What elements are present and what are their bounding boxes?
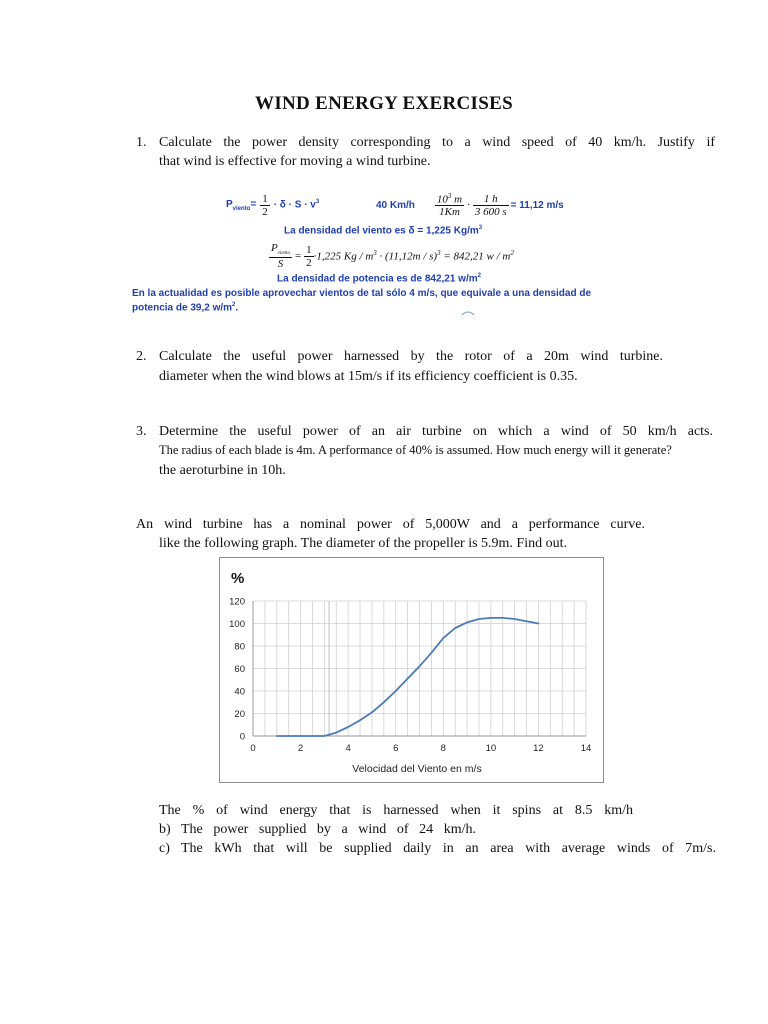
chart-title: % [231, 570, 245, 587]
exercise-2-line-2: diameter when the wind blows at 15m/s if its efficiency coefficient is 0.35. [159, 369, 578, 384]
exercise-2-line-1: Calculate the useful power harnessed by the rotor of a 20m wind turbine. [159, 349, 663, 364]
performance-chart [219, 557, 604, 783]
x-tick-label: 12 [533, 743, 544, 754]
air-density: La densidad del viento es δ = 1,225 $Kg/m^3$ [284, 225, 483, 237]
y-tick-label: 20 [234, 709, 245, 720]
note-line-1: En la actualidad es posible aprovechar vientos de tal sólo 4 m/s, que equivale a una densidad de [132, 288, 592, 299]
x-tick-label: 8 [440, 743, 446, 754]
question-a: The % of wind energy that is harnessed when it spins at 8.5 km/h [159, 803, 633, 818]
exercise-2-number: 2. [136, 349, 147, 364]
exercise-1-line-1: Calculate the power density corresponding to a wind speed of 40 km/h. Justify if [159, 135, 715, 150]
y-tick-label: 120 [229, 596, 245, 608]
y-tick-label: 60 [234, 664, 245, 675]
exercise-4-line-2: like the following graph. The diameter of the propeller is 5.9m. Find out. [159, 536, 567, 551]
exercise-3-line-1: Determine the useful power of an air turbine on which a wind of 50 km/h acts. [159, 424, 713, 439]
chart-grid [253, 601, 586, 736]
x-tick-label: 2 [297, 743, 304, 754]
question-b-label: b) [159, 822, 171, 837]
power-formula: $P_{viento}=$ $\frac{1}{2}$ · $\delta \cdot S \cdot v^3$ [226, 192, 320, 218]
power-density-result: La densidad de potencia es de 842,21 $w/m^2$ [277, 273, 481, 285]
y-tick-label: 40 [234, 686, 245, 698]
x-tick-label: 0 [250, 743, 256, 754]
exercise-4-line-1: An wind turbine has a nominal power of 5,000W and a performance curve. [136, 517, 645, 532]
performance-chart-svg [220, 558, 603, 782]
question-b: The power supplied by a wind of 24 km/h. [181, 822, 476, 837]
exercise-1-number: 1. [136, 135, 147, 150]
note-line-2: potencia de 39,2 $w/m^2$. [132, 302, 239, 314]
question-c: The kWh that will be supplied daily in an area with average winds of 7m/s. [181, 841, 716, 856]
exercise-1-line-2: that wind is effective for moving a wind turbine. [159, 154, 431, 169]
x-tick-label: 10 [485, 743, 497, 754]
x-tick-label: 6 [393, 743, 399, 754]
exercise-3-line-3: the aeroturbine in 10h. [159, 463, 286, 478]
power-density-formula: $\frac{P_{viento}}{S}$ = $\frac{1}{2}$ ·1,225 $Kg / m^3 \cdot (11,12m / s)^3 = 842,21$ w / $m^2$ [271, 242, 514, 270]
exercise-3-number: 3. [136, 424, 147, 439]
y-tick-label: 100 [229, 619, 245, 630]
y-tick-label: 80 [234, 641, 245, 653]
page-title: WIND ENERGY EXERCISES [255, 93, 513, 114]
chart-x-axis-label: Velocidad del Viento en m/s [352, 763, 482, 775]
speed-conversion: 40 Km/h $\frac{10^3 m}{1Km}$ · $\frac{1 h}{3 600 s}$ = 11,12 m/s [376, 191, 564, 219]
y-tick-label: 0 [239, 731, 245, 743]
scan-mark-icon [460, 309, 476, 317]
x-tick-label: 4 [345, 743, 351, 754]
x-tick-label: 14 [580, 743, 592, 754]
exercise-3-line-2: The radius of each blade is 4m. A performance of 40% is assumed. How much energy will it generate? [159, 443, 672, 457]
question-c-label: c) [159, 841, 170, 856]
